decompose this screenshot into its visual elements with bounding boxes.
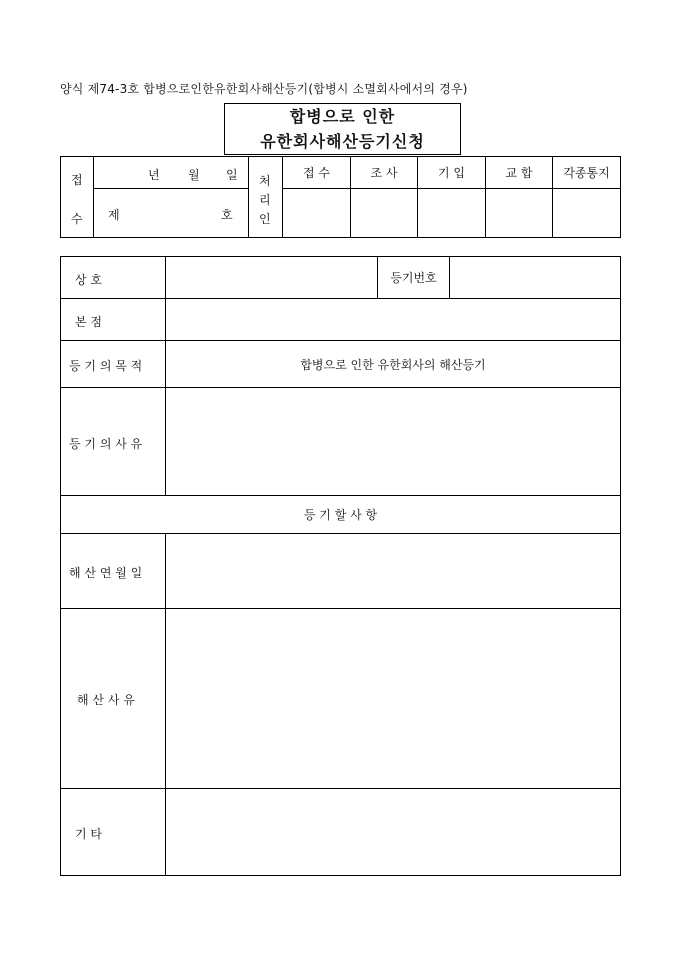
dissolution-reason-field[interactable]: [166, 609, 620, 788]
head-office-field[interactable]: [166, 299, 620, 340]
col-collation: 교 합: [505, 166, 533, 180]
receipt-no-prefix: 제: [108, 208, 120, 222]
head-office-label: 본 점: [75, 315, 102, 329]
processor-label-1: 처: [259, 174, 271, 188]
form-title: [224, 103, 461, 155]
form-number-label: 양식 제74-3호 합병으로인한유한회사해산등기(합병시 소멸회사에서의 경우): [60, 82, 468, 96]
reason-label: 등 기 의 사 유: [69, 437, 143, 451]
col-review: 조 사: [370, 166, 398, 180]
dissolution-date-label: 해 산 연 월 일: [69, 566, 143, 580]
other-label: 기 타: [75, 827, 102, 841]
processor-label-2: 리: [259, 193, 271, 207]
form-title-line-2: 유한회사해산등기신청: [260, 132, 425, 151]
review-value-cell[interactable]: [351, 189, 417, 237]
reason-field[interactable]: [166, 388, 620, 495]
dissolution-date-field[interactable]: [166, 534, 620, 608]
matters-header: 등 기 할 사 항: [303, 508, 378, 522]
receipt-no-suffix: 호: [221, 208, 233, 222]
reg-number-field[interactable]: [450, 257, 620, 298]
reg-number-label: 등기번호: [390, 271, 437, 285]
trade-name-field[interactable]: [166, 257, 377, 298]
other-field[interactable]: [166, 789, 620, 875]
receipt-year-label: 년: [148, 168, 160, 182]
receipt-month-label: 월: [188, 168, 200, 182]
notices-value-cell[interactable]: [553, 189, 620, 237]
purpose-label: 등 기 의 목 적: [69, 359, 143, 373]
purpose-value: 합병으로 인한 유한회사의 해산등기: [300, 357, 486, 372]
form-title-line-1: 합병으로 인한: [289, 107, 396, 126]
receipt-value-cell[interactable]: [283, 189, 350, 237]
receipt-label-jeop: 접: [71, 173, 83, 187]
collation-value-cell[interactable]: [486, 189, 552, 237]
processor-label-3: 인: [259, 212, 271, 226]
receipt-day-label: 일: [226, 168, 238, 182]
receipt-label-su: 수: [71, 212, 83, 226]
col-entry: 기 입: [438, 166, 465, 180]
dissolution-reason-label: 해 산 사 유: [77, 693, 135, 707]
col-receipt: 접 수: [303, 166, 330, 180]
col-notices: 각종통지: [563, 166, 610, 180]
trade-name-label: 상 호: [75, 273, 102, 287]
entry-value-cell[interactable]: [418, 189, 485, 237]
